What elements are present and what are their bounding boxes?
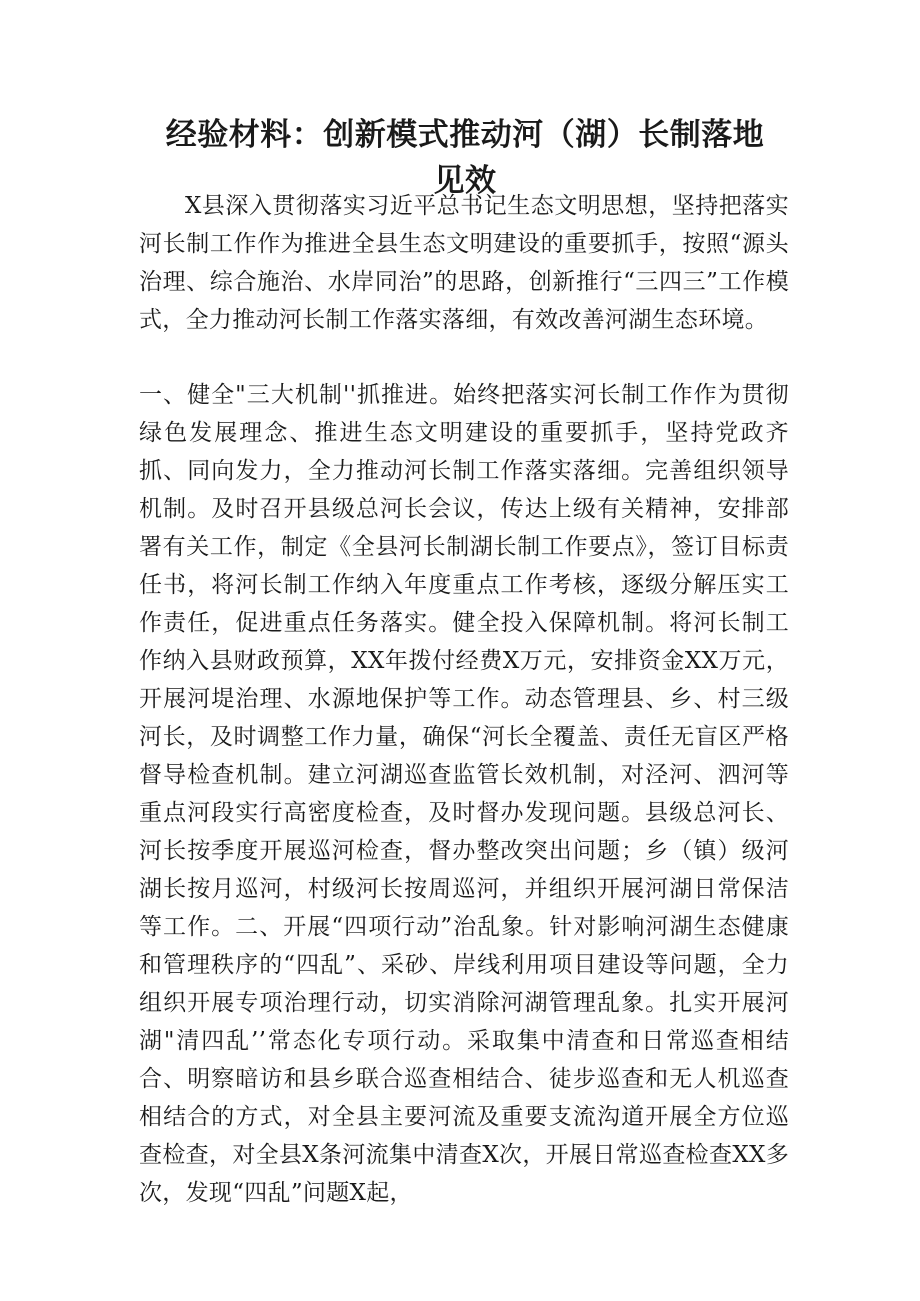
- intro-paragraph: X县深入贯彻落实习近平总书记生态文明思想，坚持把落实河长制工作作为推进全县生态文明建设的重要抓手，按照“源头治理、综合施治、水岸同治”的思路，创新推行“三四三”工作模式，全力推动河长制工作落实落细，有效改善河湖生态环境。: [139, 193, 789, 333]
- title-line-2: 见效: [433, 163, 497, 199]
- title-line-1: 经验材料：创新模式推动河（湖）长制落地: [165, 117, 765, 153]
- body-paragraph: 一、健全"三大机制''抓推进。始终把落实河长制工作作为贯彻绿色发展理念、推进生态文明建设的重要抓手，坚持党政齐抓、同向发力，全力推动河长制工作落实落细。完善组织领导机制。及时召开县级总河长会议，传达上级有关精神，安排部署有关工作，制定《全县河长制湖长制工作要点》，签订目标责任书，将河长制工作纳入年度重点工作考核，逐级分解压实工作责任，促进重点任务落实。健全投入保障机制。将河长制工作纳入县财政预算，XX年拨付经费X万元，安排资金XX万元，开展河堤治理、水源地保护等工作。动态管理县、乡、村三级河长，及时调整工作力量，确保“河长全覆盖、责任无盲区严格督导检查机制。建立河湖巡查监管长效机制，对泾河、泗河等重点河段实行高密度检查，及时督办发现问题。县级总河长、河长按季度开展巡河检查，督办整改突出问题；乡（镇）级河湖长按月巡河，村级河长按周巡河，并组织开展河湖日常保洁等工作。二、开展“四项行动”治乱象。针对影响河湖生态健康和管理秩序的“四乱”、采砂、岸线利用项目建设等问题，全力组织开展专项治理行动，切实消除河湖管理乱象。扎实开展河湖"清四乱’’常态化专项行动。采取集中清查和日常巡查相结合、明察暗访和县乡联合巡查相结合、徒步巡查和无人机巡查相结合的方式，对全县主要河流及重要支流沟道开展全方位巡查检查，对全县X条河流集中清查X次，开展日常巡查检查XX多次，发现“四乱”问题X起，: [139, 382, 789, 1206]
